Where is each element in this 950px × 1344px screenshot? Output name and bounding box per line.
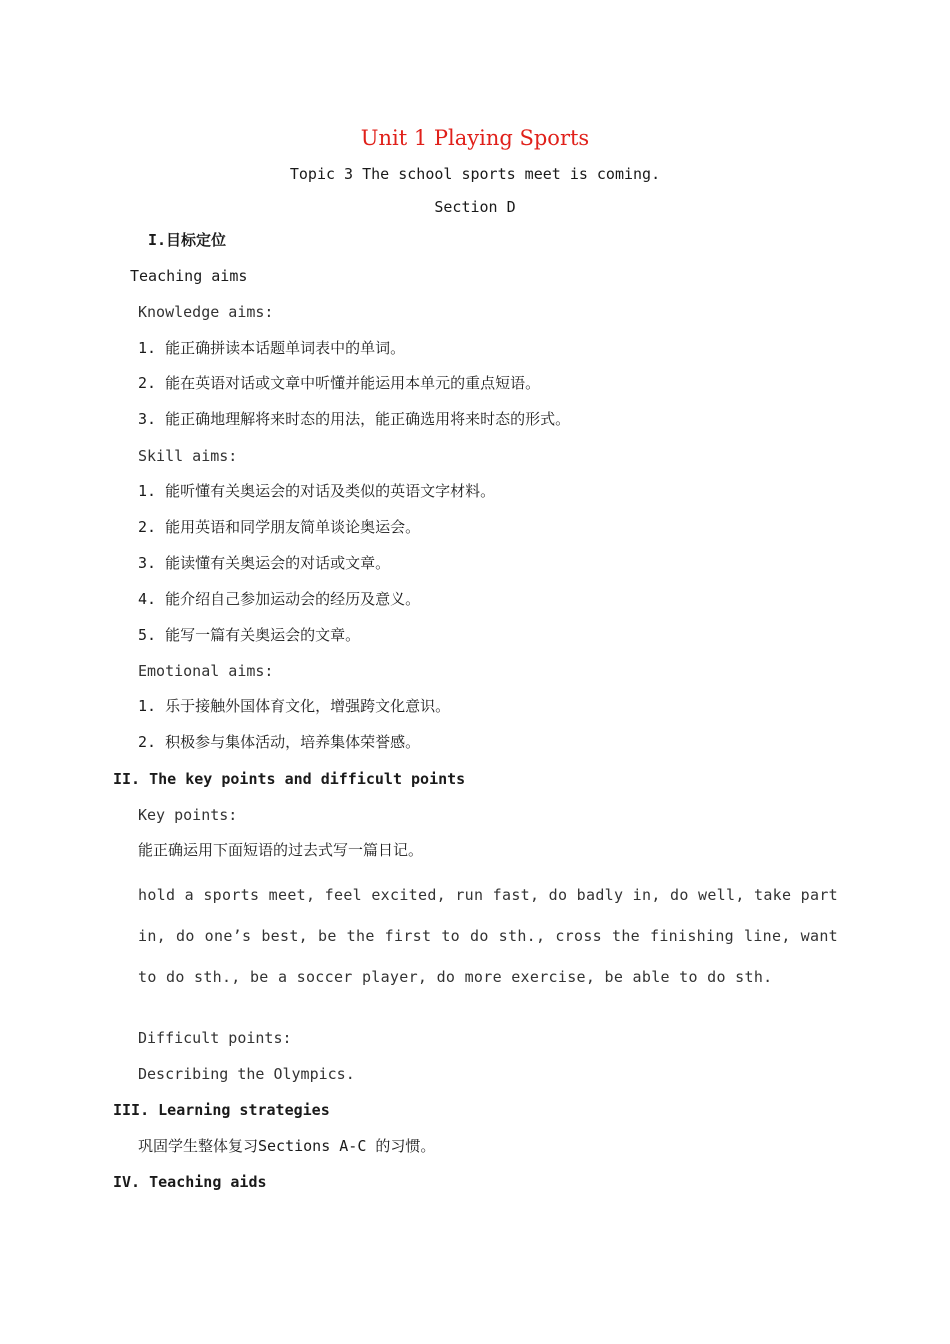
teaching-aims-label: Teaching aims [130,267,248,285]
key-phrases-paragraph: hold a sports meet, feel excited, run fast, do badly in, do well, take part in, do one’s best, be the first to do sth., cross the finishing line, want to do sth., be a soccer player, do more exercise, be able to do sth. [138,886,838,986]
skill-item: 3. 能读懂有关奥运会的对话或文章。 [138,554,391,572]
emotional-item: 2. 积极参与集体活动，培养集体荣誉感。 [138,733,421,751]
knowledge-item: 3. 能正确地理解将来时态的用法，能正确选用将来时态的形式。 [138,410,571,428]
skill-aims-label: Skill aims: [138,447,238,465]
knowledge-item: 1. 能正确拼读本话题单词表中的单词。 [138,339,406,357]
part4-heading: IV. Teaching aids [113,1173,267,1191]
knowledge-aims-label: Knowledge aims: [138,303,274,321]
emotional-aims-label: Emotional aims: [138,662,274,680]
key-points-label: Key points: [138,806,238,824]
part2-heading: II. The key points and difficult points [113,770,466,788]
skill-item: 4. 能介绍自己参加运动会的经历及意义。 [138,590,421,608]
skill-item: 2. 能用英语和同学朋友简单谈论奥运会。 [138,518,421,536]
knowledge-item: 2. 能在英语对话或文章中听懂并能运用本单元的重点短语。 [138,374,541,392]
emotional-item: 1. 乐于接触外国体育文化，增强跨文化意识。 [138,697,451,715]
skill-item: 5. 能写一篇有关奥运会的文章。 [138,626,361,644]
learning-strategies-description: 巩固学生整体复习Sections A-C 的习惯。 [138,1137,436,1155]
part1-heading: I.目标定位 [148,231,227,249]
section-label: Section D [434,198,516,216]
document-title: Unit 1 Playing Sports [360,126,590,150]
skill-item: 1. 能听懂有关奥运会的对话及类似的英语文字材料。 [138,482,496,500]
difficult-points-description: Describing the Olympics. [138,1065,355,1083]
part3-heading: III. Learning strategies [113,1101,330,1119]
key-points-description: 能正确运用下面短语的过去式写一篇日记。 [138,841,424,859]
difficult-points-label: Difficult points: [138,1029,292,1047]
topic-subtitle: Topic 3 The school sports meet is coming. [289,165,661,183]
